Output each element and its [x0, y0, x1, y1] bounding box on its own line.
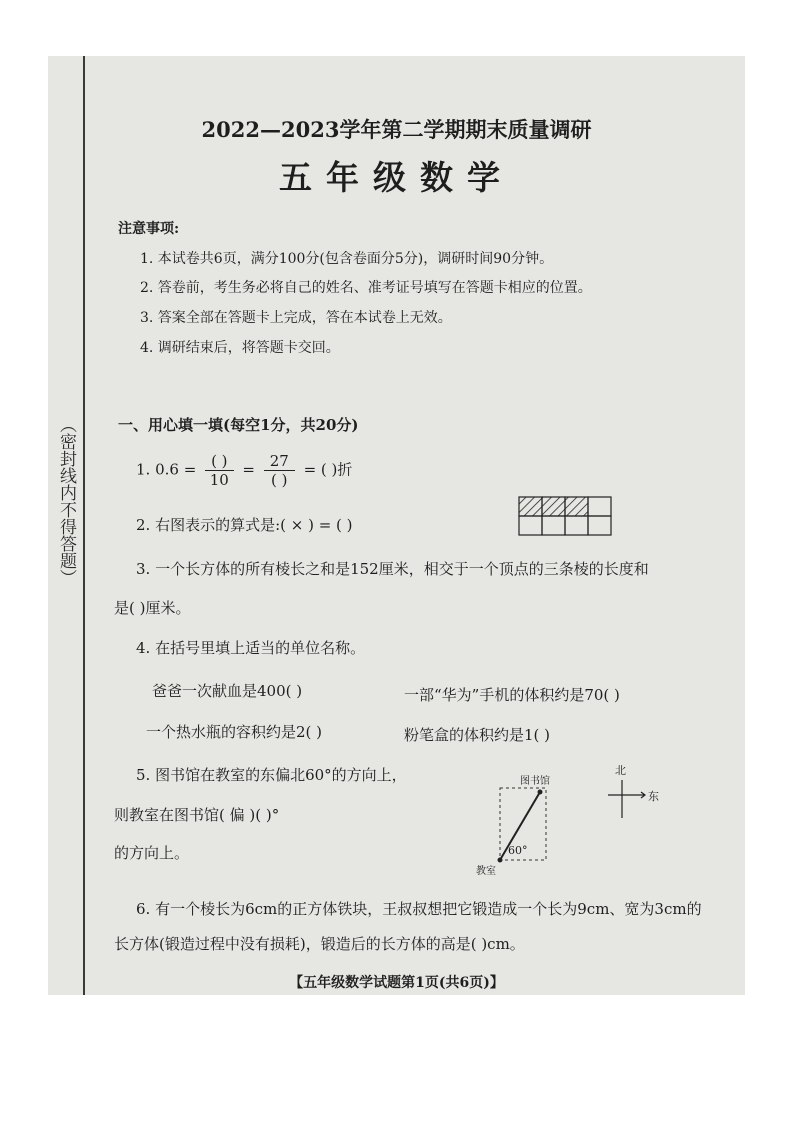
- fraction-2: [264, 452, 295, 489]
- label-angle: 60°: [508, 844, 528, 857]
- question-3-line-2: 是( )厘米。: [114, 599, 191, 617]
- notice-item: 2. 答卷前，考生务必将自己的姓名、准考证号填写在答题卡相应的位置。: [140, 280, 592, 296]
- fraction-grid-figure: [518, 496, 614, 538]
- notice-item: 3. 答案全部在答题卡上完成，答在本试卷上无效。: [140, 310, 452, 326]
- subject-title: 五年级数学: [279, 158, 514, 197]
- question-4-c: 一个热水瓶的容积约是2( ): [146, 723, 323, 741]
- exam-title: 2022—2023学年第二学期期末质量调研: [201, 117, 592, 142]
- grid-cell-shaded: [565, 497, 588, 516]
- grid-cell: [542, 516, 565, 535]
- q1-prefix: 1. 0.6 =: [136, 460, 197, 479]
- grid-cell: [588, 497, 611, 516]
- equals-sign: =: [242, 460, 255, 479]
- exam-page: [48, 56, 745, 995]
- direction-diagram: [468, 766, 568, 876]
- label-classroom: 教室: [476, 866, 496, 877]
- question-6-line-2: 长方体(锻造过程中没有损耗)，锻造后的长方体的高是( )cm。: [114, 935, 525, 953]
- grid-cell-shaded: [542, 497, 565, 516]
- label-east: 东: [648, 790, 659, 803]
- fraction-1-denominator: 10: [209, 471, 229, 489]
- fraction-1-numerator: ( ): [205, 452, 233, 471]
- notice-item: 1. 本试卷共6页，满分100分(包含卷面分5分)，调研时间90分钟。: [140, 251, 554, 267]
- question-6-line-1: 6. 有一个棱长为6cm的正方体铁块，王叔叔想把它锻造成一个长为9cm、宽为3cm的: [136, 900, 702, 918]
- question-5-line-1: 5. 图书馆在教室的东偏北60°的方向上，: [136, 766, 407, 784]
- grid-cell: [519, 516, 542, 535]
- grid-cell: [588, 516, 611, 535]
- binding-note: （密封线内不得答题）: [56, 416, 76, 586]
- label-north: 北: [615, 764, 626, 777]
- question-4-heading: 4. 在括号里填上适当的单位名称。: [136, 639, 366, 657]
- fraction-1: [205, 452, 233, 489]
- fraction-2-numerator: 27: [264, 452, 295, 471]
- notice-heading: 注意事项:: [118, 221, 180, 237]
- label-library: 图书馆: [520, 776, 550, 787]
- question-1: [136, 452, 352, 489]
- question-5-line-3: 的方向上。: [114, 844, 190, 862]
- grid-cell: [565, 516, 588, 535]
- compass-icon: [603, 776, 653, 821]
- question-4-d: 粉笔盒的体积约是1( ): [404, 726, 551, 744]
- notice-item: 4. 调研结束后，将答题卡交回。: [140, 340, 340, 356]
- question-3-line-1: 3. 一个长方体的所有棱长之和是152厘米，相交于一个顶点的三条棱的长度和: [136, 560, 649, 578]
- grid-cell-shaded: [519, 497, 542, 516]
- question-2: 2. 右图表示的算式是:( × ) = ( ): [136, 516, 353, 534]
- q1-suffix: = ( )折: [303, 460, 353, 479]
- question-4-b: 一部“华为”手机的体积约是70( ): [404, 686, 620, 704]
- question-5-line-2: 则教室在图书馆( 偏 )( )°: [114, 806, 280, 824]
- fraction-2-denominator: ( ): [270, 471, 288, 489]
- page-footer: 【五年级数学试题第1页(共6页)】: [289, 975, 504, 991]
- section-heading: 一、用心填一填(每空1分，共20分): [118, 416, 359, 434]
- question-4-a: 爸爸一次献血是400( ): [152, 682, 303, 700]
